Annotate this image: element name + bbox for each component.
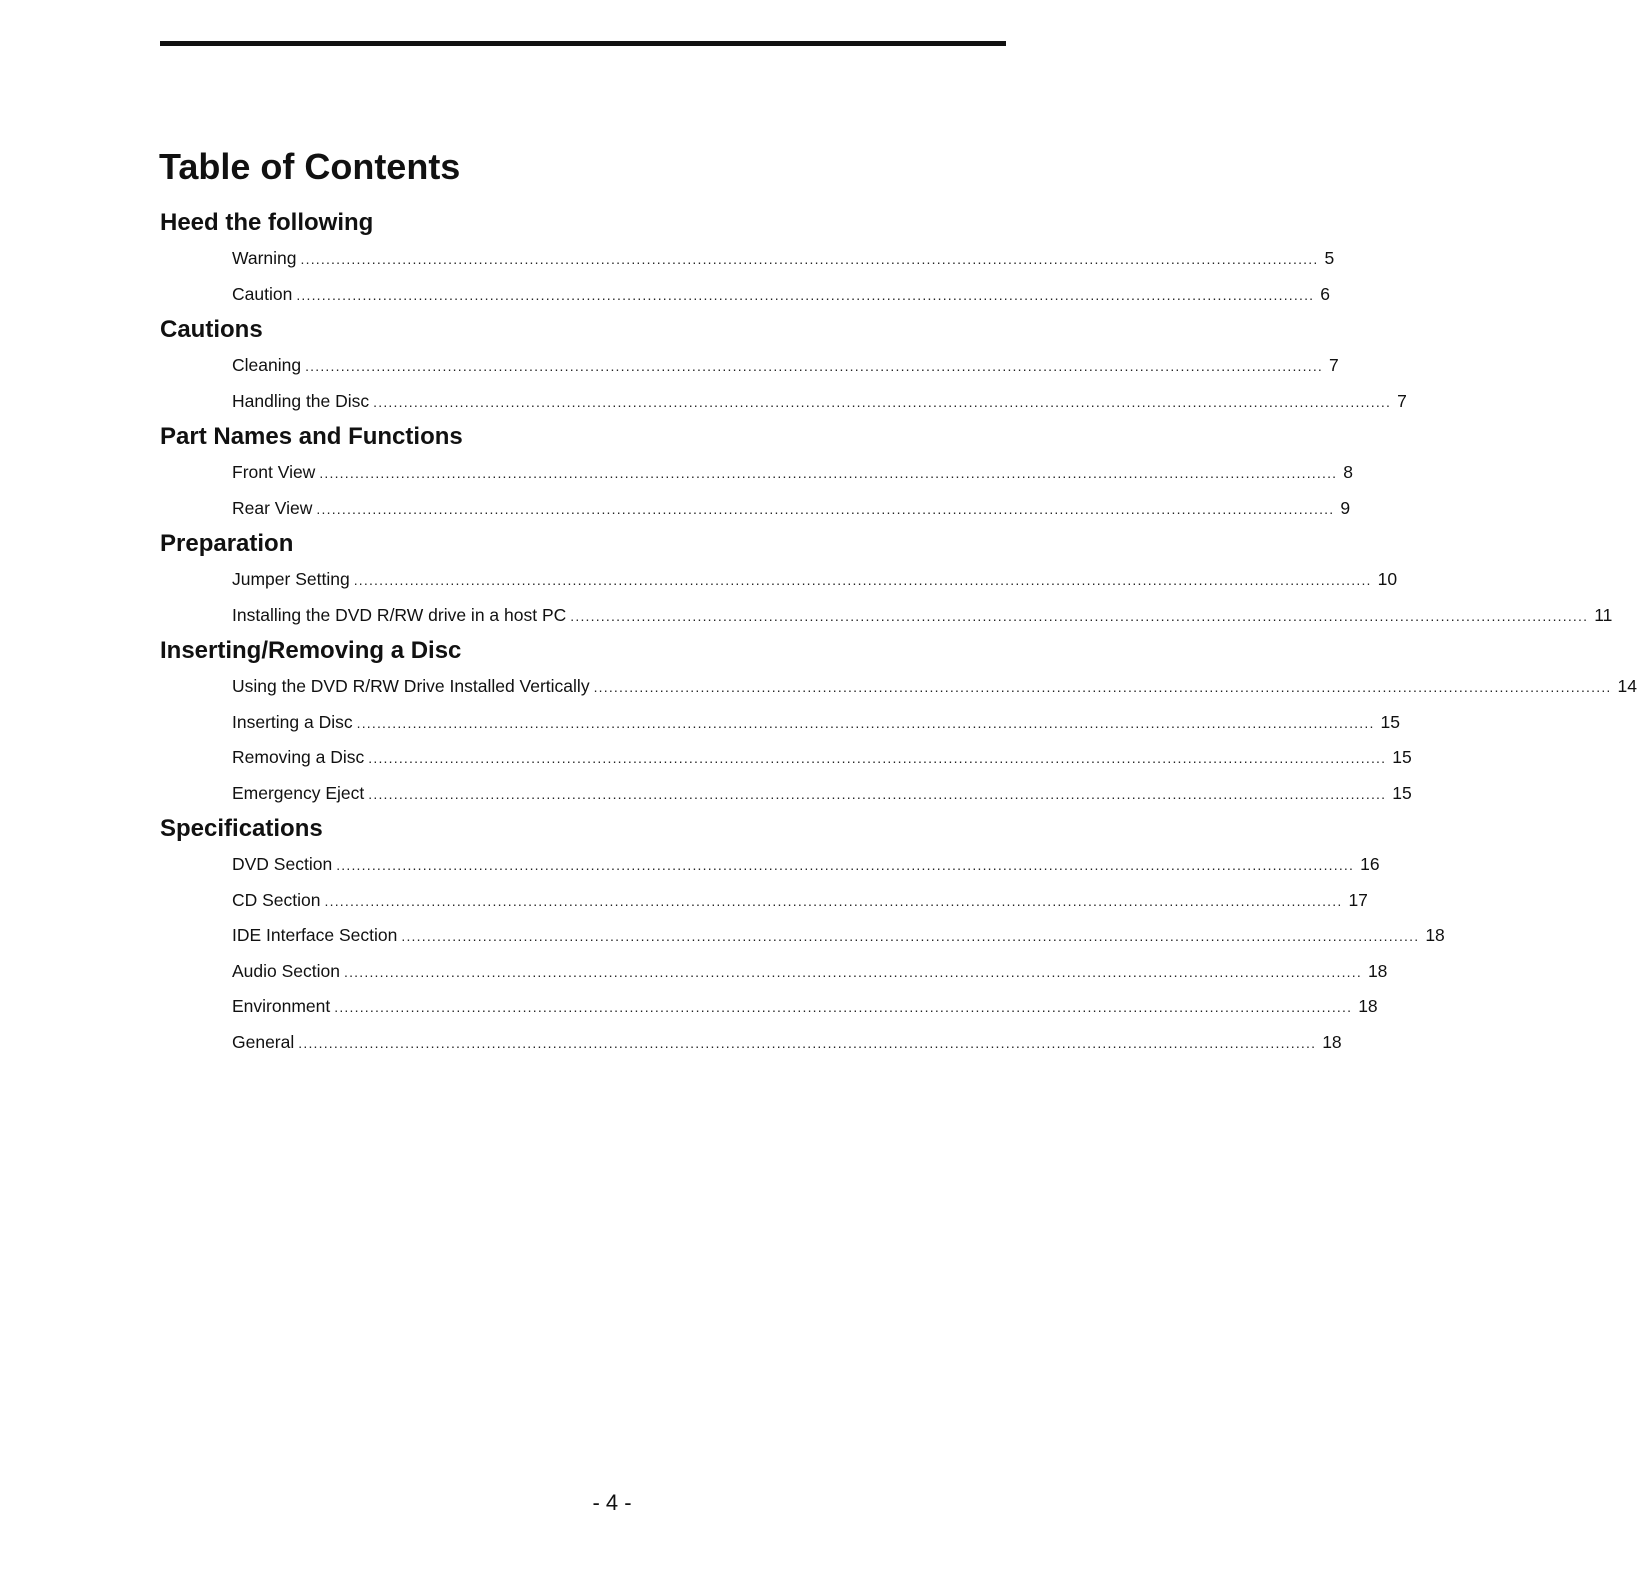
- table-of-contents: [160, 205, 1637, 1060]
- dot-leader: ........................................................................................................................................................................................................: [344, 963, 1362, 980]
- toc-entry-handling-the-disc[interactable]: [232, 384, 1407, 420]
- page-number: 15: [1380, 711, 1401, 732]
- toc-entry-cleaning[interactable]: [232, 348, 1339, 384]
- page-number: 7: [1397, 390, 1407, 411]
- toc-entry-environment[interactable]: [232, 989, 1378, 1025]
- entry-label: Environment: [232, 996, 331, 1016]
- dot-leader: ........................................................................................................................................................................................................: [336, 857, 1355, 873]
- section-heading: Inserting/Removing a Disc: [160, 637, 462, 664]
- dot-leader: ........................................................................................................................................................................................................: [373, 393, 1392, 410]
- dot-leader: ........................................................................................................................................................................................................: [319, 465, 1338, 481]
- page-number: 18: [1358, 996, 1378, 1016]
- entry-label: Caution: [232, 283, 293, 304]
- entry-label: Jumper Setting: [232, 569, 350, 589]
- entry-label: Audio Section: [232, 960, 340, 981]
- page-number: 11: [1594, 604, 1613, 625]
- page-number: 18: [1322, 1031, 1342, 1052]
- page-number: 15: [1392, 747, 1412, 767]
- toc-entry-general[interactable]: [232, 1025, 1342, 1061]
- entry-label: IDE Interface Section: [232, 925, 398, 945]
- page-number: 18: [1367, 960, 1388, 981]
- entry-label: Removing a Disc: [232, 747, 365, 767]
- page-number: 14: [1617, 676, 1637, 696]
- dot-leader: ........................................................................................................................................................................................................: [296, 286, 1315, 303]
- page-number: 9: [1340, 497, 1351, 518]
- entry-label: Cleaning: [232, 355, 302, 375]
- entry-label: Warning: [232, 248, 297, 268]
- dot-leader: ........................................................................................................................................................................................................: [401, 928, 1420, 944]
- page-number: 16: [1360, 854, 1380, 874]
- dot-leader: ........................................................................................................................................................................................................: [334, 999, 1353, 1015]
- toc-section-heed-the-following: [160, 205, 1335, 312]
- toc-entry-audio-section[interactable]: [232, 954, 1388, 990]
- dot-leader: ........................................................................................................................................................................................................: [353, 572, 1372, 588]
- toc-section-preparation: [160, 526, 1613, 633]
- toc-section-specifications: [160, 811, 1445, 1060]
- section-heading: Preparation: [160, 530, 294, 557]
- section-heading: Cautions: [160, 316, 263, 343]
- dot-leader: ........................................................................................................................................................................................................: [298, 1034, 1317, 1051]
- entry-label: DVD Section: [232, 854, 333, 874]
- entry-label: General: [232, 1031, 295, 1052]
- dot-leader: ........................................................................................................................................................................................................: [356, 714, 1375, 731]
- page-number: 18: [1425, 925, 1445, 945]
- entry-label: Handling the Disc: [232, 390, 370, 411]
- entry-label: Using the DVD R/RW Drive Installed Vertically: [232, 676, 590, 696]
- page-title: Table of Contents: [159, 146, 461, 187]
- section-heading: Part Names and Functions: [160, 423, 463, 450]
- toc-entry-warning[interactable]: [232, 241, 1335, 277]
- page-number: 5: [1324, 248, 1335, 268]
- entry-label: Installing the DVD R/RW drive in a host PC: [232, 604, 567, 625]
- toc-entry-dvd-section[interactable]: [232, 847, 1380, 883]
- dot-leader: ........................................................................................................................................................................................................: [593, 679, 1612, 695]
- dot-leader: ........................................................................................................................................................................................................: [300, 251, 1319, 267]
- toc-entry-ide-interface-section[interactable]: [232, 918, 1445, 954]
- dot-leader: ........................................................................................................................................................................................................: [305, 358, 1324, 374]
- toc-section-inserting-removing-a-disc: [160, 633, 1637, 811]
- page-number: 10: [1377, 569, 1398, 589]
- entry-label: Rear View: [232, 497, 313, 518]
- section-heading: Heed the following: [160, 209, 374, 236]
- toc-entry-jumper-setting[interactable]: [232, 562, 1398, 598]
- dot-leader: ........................................................................................................................................................................................................: [316, 500, 1335, 517]
- page-number: 6: [1320, 283, 1330, 304]
- section-heading: Specifications: [160, 815, 323, 842]
- toc-entry-caution[interactable]: [232, 277, 1330, 313]
- dot-leader: ........................................................................................................................................................................................................: [368, 785, 1387, 802]
- entry-label: Emergency Eject: [232, 782, 365, 803]
- toc-entry-installing-drive[interactable]: [232, 598, 1613, 634]
- toc-entry-cd-section[interactable]: [232, 883, 1368, 919]
- dot-leader: ........................................................................................................................................................................................................: [368, 750, 1387, 766]
- entry-label: Front View: [232, 462, 316, 482]
- toc-section-cautions: [160, 312, 1407, 419]
- dot-leader: ........................................................................................................................................................................................................: [570, 607, 1589, 624]
- toc-entry-emergency-eject[interactable]: [232, 776, 1412, 812]
- dot-leader: ........................................................................................................................................................................................................: [324, 892, 1343, 909]
- page-number: 15: [1392, 782, 1412, 803]
- entry-label: CD Section: [232, 889, 321, 910]
- page-number: 7: [1329, 355, 1339, 375]
- page-number: 8: [1343, 462, 1353, 482]
- toc-entry-front-view[interactable]: [232, 455, 1353, 491]
- page-number-footer: - 4 -: [592, 1490, 632, 1515]
- top-rule: [160, 41, 1006, 46]
- toc-entry-inserting-a-disc[interactable]: [232, 705, 1401, 741]
- toc-entry-rear-view[interactable]: [232, 491, 1351, 527]
- toc-entry-removing-a-disc[interactable]: [232, 740, 1412, 776]
- toc-entry-using-drive-vertically[interactable]: [232, 669, 1637, 705]
- toc-section-part-names-and-functions: [160, 419, 1353, 526]
- entry-label: Inserting a Disc: [232, 711, 353, 732]
- page-number: 17: [1348, 889, 1368, 910]
